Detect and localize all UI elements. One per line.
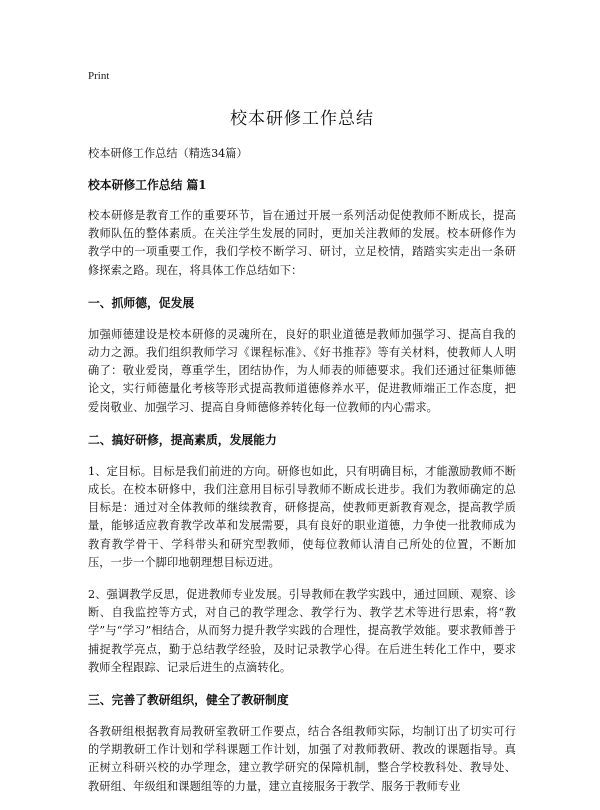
section-3-paragraph-1: 各教研组根据教育局教研室教研工作要点，结合各组教师实际，均制订出了切实可行的学期教研工作计划和学科课题工作计划，加强了对教师教研、教改的课题指导。真正树立科研兴校的办学理念，建立教学研究的保障机制，整合学校教科处、教导处、教研组、年级组和课题组等的力量，建立直接服务于教学、服务于教师专业 [88,725,516,793]
section-1-paragraph-1: 加强师德建设是校本研修的灵魂所在，良好的职业道德是教师加强学习、提高自我的动力之源。我们组织教师学习《课程标准》、《好书推荐》等有关材料，使教师人人明确了：敬业爱岗，尊重学生，团结协作，为人师表的师德要求。我们还通过征集师德论文，实行师德量化考核等形式提高教师道德修养水平，促进教师端正工作态度，把爱岗敬业、加强学习、提高自身师德修养转化每一位教师的内心需求。 [88,327,516,414]
print-link[interactable]: Print [88,70,110,82]
document-page [88,70,516,810]
section-heading-2: 二、搞好研修，提高素质，发展能力 [88,432,277,447]
section-heading-1: 一、抓师德，促发展 [88,295,195,310]
section-2-paragraph-2: 2、强调教学反思，促进教师专业发展。引导教师在教学实践中，通过回顾、观察、诊断、自我监控等方式，对自己的教学理念、教学行为、教学艺术等进行思索，将“教学”与“学习”相结合，从而努力提升教学实践的合理性，提高教学效能。要求教师善于捕捉教学亮点，勤于总结教学经验，及时记录教学心得。在后进生转化工作中，要求教师全程跟踪、记录后进生的点滴转化。 [88,588,516,674]
intro-paragraph: 校本研修是教育工作的重要环节，旨在通过开展一系列活动促使教师不断成长，提高教师队伍的整体素质。在关注学生发展的同时，更加关注教师的发展。校本研修作为教学中的一项重要工作，我们学校不断学习、研讨，立足校情，踏踏实实走出一条研修探索之路。现在，将具体工作总结如下： [88,209,516,277]
article-heading: 校本研修工作总结 篇1 [88,178,207,192]
section-heading-3: 三、完善了教研组织，健全了教研制度 [88,693,289,708]
page-title: 校本研修工作总结 [230,109,374,129]
section-2-paragraph-1: 1、定目标。目标是我们前进的方向。研修也如此，只有明确目标，才能激励教师不断成长。在校本研修中，我们注意用目标引导教师不断成长进步。我们为教师确定的总目标是：通过对全体教师的继续教育，研修提高，使教师更新教育观念，提高教学质量，能够适应教育教学改革和发展需要，具有良好的职业道德，力争使一批教师成为教育教学骨干、学科带头和研究型教师，使每位教师认清自己所处的位置，不断加压，一步一个脚印地朝理想目标迈进。 [88,464,516,569]
document-subtitle: 校本研修工作总结（精选34篇） [88,147,248,160]
